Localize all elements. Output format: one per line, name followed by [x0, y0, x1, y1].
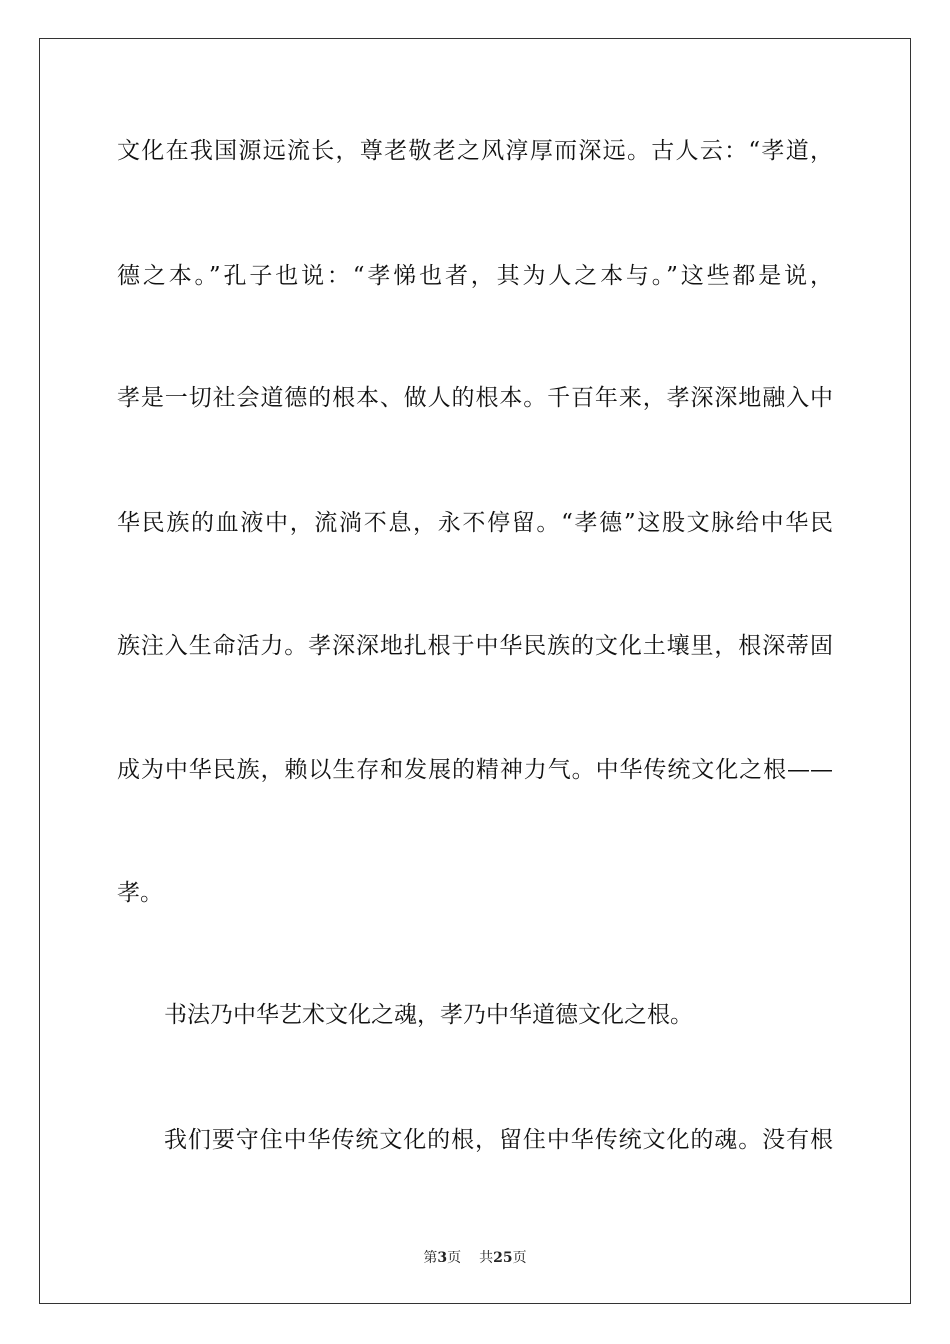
page-suffix: 页 — [447, 1250, 462, 1266]
page-prefix: 第 — [423, 1250, 438, 1266]
total-pages: 25 — [493, 1250, 513, 1266]
paragraph-3-line-1: 我们要守住中华传统文化的根，留住中华传统文化的魂。没有根 — [164, 1127, 833, 1153]
page-border — [39, 38, 911, 1304]
total-prefix: 共 — [479, 1250, 494, 1266]
body-line-7: 孝。 — [117, 880, 163, 906]
body-line-4: 华民族的血液中，流淌不息，永不停留。“孝德”这股文脉给中华民 — [117, 510, 833, 536]
page-number: 3 — [437, 1250, 448, 1266]
body-line-5: 族注入生命活力。孝深深地扎根于中华民族的文化土壤里，根深蒂固 — [117, 633, 833, 659]
body-line-6: 成为中华民族，赖以生存和发展的精神力气。中华传统文化之根—— — [117, 757, 833, 783]
paragraph-2: 书法乃中华艺术文化之魂，孝乃中华道德文化之根。 — [164, 1002, 693, 1028]
total-suffix: 页 — [512, 1250, 527, 1266]
body-line-3: 孝是一切社会道德的根本、做人的根本。千百年来，孝深深地融入中 — [117, 385, 833, 411]
page-footer — [0, 1249, 950, 1267]
body-line-2: 德之本。”孔子也说：“孝悌也者，其为人之本与。”这些都是说， — [117, 263, 833, 289]
body-line-1: 文化在我国源远流长，尊老敬老之风淳厚而深远。古人云：“孝道， — [117, 138, 833, 164]
